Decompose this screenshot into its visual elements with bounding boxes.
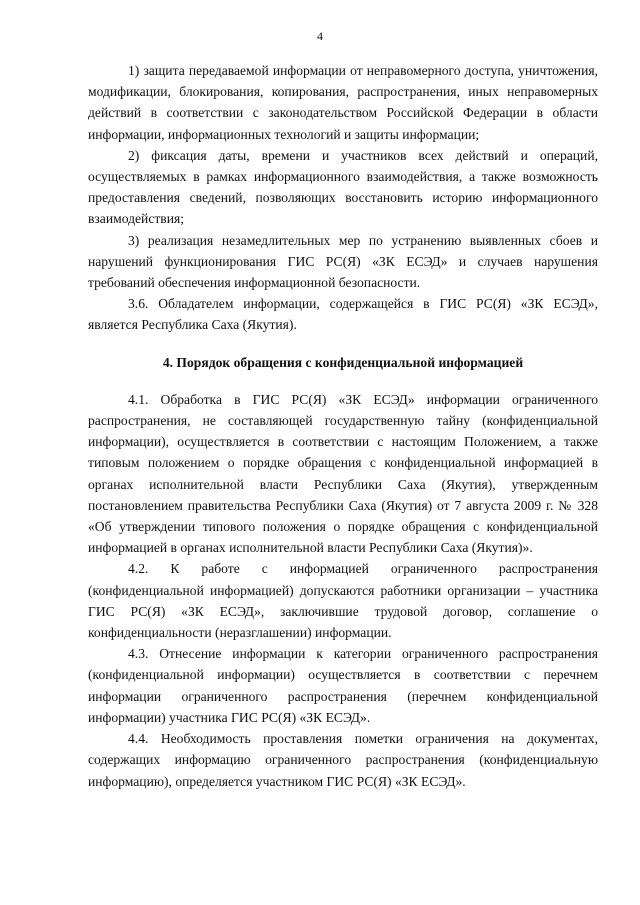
paragraph-4-4: 4.4. Необходимость проставления пометки ограничения на документах, содержащих информацию ограниченного распространения (конфиденциальную информацию), определяется участником ГИС РС(Я) «ЗК ЕСЭД». <box>88 731 598 789</box>
paragraph-item-3-measures: 3) реализация незамедлительных мер по устранению выявленных сбоев и нарушений функционирования ГИС РС(Я) «ЗК ЕСЭД» и случаев нарушения требований обеспечения информационной безопасности. <box>88 232 598 291</box>
paragraph-3-6-owner: 3.6. Обладателем информации, содержащейся в ГИС РС(Я) «ЗК ЕСЭД», является Республика Саха (Якутия). <box>88 296 598 333</box>
paragraph-item-1-protection: 1) защита передаваемой информации от неправомерного доступа, уничтожения, модификации, блокирования, копирования, распространения, иных неправомерных действий в соответствии с законодательством Российской Федерации в области информации, информационных технологий и защиты информации; <box>88 63 598 142</box>
paragraph-4-2: 4.2. К работе с информацией ограниченного распространения (конфиденциальной информацией) допускаются работники организации – участника ГИС РС(Я) «ЗК ЕСЭД», заключившие трудовой договор, соглашение о конфиденциальности (неразглашении) информации. <box>88 561 598 641</box>
paragraph-4-1: 4.1. Обработка в ГИС РС(Я) «ЗК ЕСЭД» информации ограниченного распространения, не составляющей государственную тайну (конфиденциальной информации), осуществляется в соответствии с настоящим Положением, а также типовым положением о порядке обращения с конфиденциальной информацией в органах исполнительной власти Республики Саха (Якутия), утвержденным постановлением правительства Республики Саха (Якутия) от 7 августа 2009 г. № 328 «Об утверждении типового положения о порядке обращения с конфиденциальной информацией в органах исполнительной власти Республики Саха (Якутия)». <box>88 391 598 556</box>
page-number: 4 <box>317 29 323 43</box>
section-heading: 4. Порядок обращения с конфиденциальной информацией <box>162 354 524 370</box>
paragraph-item-2-logging: 2) фиксация даты, времени и участников всех действий и операций, осуществляемых в рамках информационного взаимодействия, а также возможность предоставления сведений, позволяющих восстановить историю информационного взаимодействия; <box>88 147 598 227</box>
document-body <box>88 60 598 792</box>
paragraph-4-3: 4.3. Отнесение информации к категории ограниченного распространения (конфиденциальной информации) осуществляется в соответствии с перечнем информации ограниченного распространения (перечнем конфиденциальной информации) участника ГИС РС(Я) «ЗК ЕСЭД». <box>88 646 598 725</box>
